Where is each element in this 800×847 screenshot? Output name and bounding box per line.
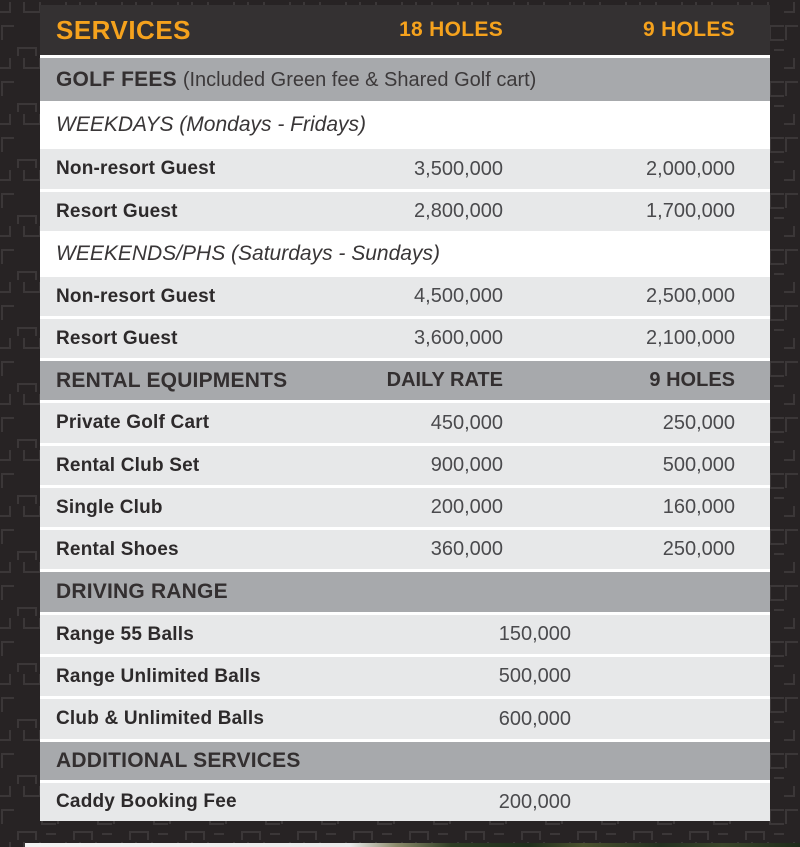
price-18-holes: 3,600,000 bbox=[414, 327, 503, 349]
item-label: Rental Club Set bbox=[56, 454, 200, 476]
section-label: DRIVING RANGE bbox=[56, 580, 228, 603]
row-data bbox=[40, 319, 770, 358]
row-data bbox=[40, 403, 770, 443]
price-9-holes: 250,000 bbox=[662, 411, 735, 434]
price-table bbox=[40, 5, 770, 821]
price-18-holes: 900,000 bbox=[430, 454, 503, 476]
row-subheader bbox=[40, 104, 770, 146]
row-section bbox=[40, 58, 770, 101]
column-header-daily-rate: DAILY RATE bbox=[386, 369, 503, 391]
section-title bbox=[56, 749, 735, 773]
price-18-holes: 3,500,000 bbox=[414, 157, 503, 180]
column-header-9-holes: 9 HOLES bbox=[649, 369, 735, 391]
row-data bbox=[40, 530, 770, 569]
services-title: SERVICES bbox=[56, 14, 192, 45]
column-header-9-holes: 9 HOLES bbox=[643, 18, 735, 41]
row-columns bbox=[40, 361, 770, 400]
row-subheader bbox=[40, 234, 770, 274]
section-title bbox=[56, 580, 735, 604]
price-9-holes: 2,500,000 bbox=[646, 285, 735, 307]
section-title bbox=[56, 68, 735, 92]
price-9-holes: 2,100,000 bbox=[646, 327, 735, 349]
price-value: 150,000 bbox=[498, 623, 571, 645]
item-label: Range 55 Balls bbox=[56, 623, 194, 645]
item-label: Range Unlimited Balls bbox=[56, 665, 261, 687]
price-18-holes: 200,000 bbox=[430, 496, 503, 518]
item-label: Rental Shoes bbox=[56, 538, 179, 560]
table-header bbox=[40, 5, 770, 55]
item-label: Private Golf Cart bbox=[56, 412, 210, 433]
section-label: GOLF FEES bbox=[56, 67, 177, 91]
row-single bbox=[40, 657, 770, 696]
item-label: Caddy Booking Fee bbox=[56, 791, 237, 812]
row-data bbox=[40, 446, 770, 485]
price-18-holes: 450,000 bbox=[430, 411, 503, 434]
price-9-holes: 160,000 bbox=[662, 496, 735, 518]
column-header-18-holes: 18 HOLES bbox=[399, 18, 503, 41]
section-label: RENTAL EQUIPMENTS bbox=[56, 368, 288, 392]
row-section bbox=[40, 742, 770, 780]
row-data bbox=[40, 192, 770, 231]
row-data bbox=[40, 277, 770, 316]
row-data bbox=[40, 149, 770, 189]
row-section bbox=[40, 572, 770, 612]
price-9-holes: 500,000 bbox=[662, 454, 735, 476]
price-9-holes: 1,700,000 bbox=[646, 200, 735, 222]
item-label: Non-resort Guest bbox=[56, 285, 216, 307]
item-label: Resort Guest bbox=[56, 200, 178, 222]
price-9-holes: 250,000 bbox=[662, 538, 735, 560]
price-value: 600,000 bbox=[498, 707, 571, 730]
price-18-holes: 4,500,000 bbox=[414, 285, 503, 307]
section-label: ADDITIONAL SERVICES bbox=[56, 749, 301, 772]
subsection-label: WEEKDAYS (Mondays - Fridays) bbox=[56, 113, 367, 136]
price-18-holes: 2,800,000 bbox=[414, 200, 503, 222]
item-label: Non-resort Guest bbox=[56, 158, 216, 179]
bottom-cutoff-strip bbox=[25, 843, 800, 847]
row-single bbox=[40, 783, 770, 821]
item-label: Resort Guest bbox=[56, 327, 178, 349]
row-single bbox=[40, 699, 770, 739]
price-value: 500,000 bbox=[498, 665, 571, 687]
price-value: 200,000 bbox=[498, 790, 571, 813]
row-data bbox=[40, 488, 770, 527]
price-18-holes: 360,000 bbox=[430, 538, 503, 560]
price-9-holes: 2,000,000 bbox=[646, 157, 735, 180]
subsection-label: WEEKENDS/PHS (Saturdays - Sundays) bbox=[56, 242, 440, 265]
item-label: Single Club bbox=[56, 496, 163, 518]
row-single bbox=[40, 615, 770, 654]
item-label: Club & Unlimited Balls bbox=[56, 708, 265, 729]
section-note: (Included Green fee & Shared Golf cart) bbox=[182, 68, 537, 91]
